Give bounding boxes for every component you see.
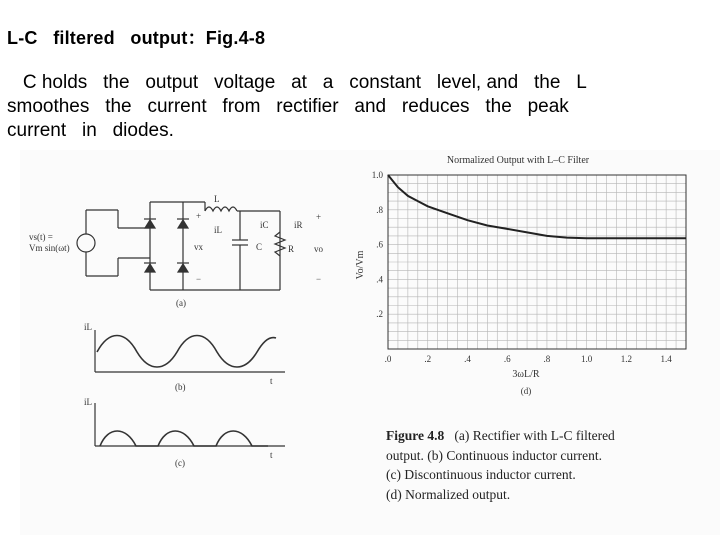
caption-line: (d) Normalized output.: [386, 486, 511, 502]
il-label: iL: [214, 225, 222, 235]
y-tick-label: .8: [376, 204, 383, 215]
vo-label: vo: [314, 244, 323, 254]
x-tick-label: .2: [424, 354, 432, 364]
sublabel-b: (b): [175, 382, 186, 392]
y-tick-label: .6: [376, 239, 383, 250]
x-tick-label: 1.2: [620, 354, 633, 364]
x-tick-label: .4: [464, 354, 471, 364]
sublabel-d: (d): [520, 386, 532, 396]
sublabel-c: (c): [175, 458, 185, 468]
plus-sign: +: [196, 211, 202, 221]
chart-title: Normalized Output with L–C Filter: [446, 155, 590, 166]
minus-sign: −: [196, 274, 202, 284]
cap-label: C: [256, 242, 263, 252]
y-tick-label: 1.0: [371, 170, 383, 180]
x-tick-label: .0: [384, 354, 392, 364]
source-label: vs(t) =: [29, 232, 53, 242]
caption-line: (a) Rectifier with L-C filtered: [454, 428, 615, 443]
paragraph-line: current in diodes.: [7, 120, 174, 141]
vx-label: vx: [194, 242, 203, 252]
y-tick-label: .4: [376, 274, 383, 285]
sublabel-a: (a): [176, 298, 186, 308]
inductor-label: L: [214, 194, 220, 204]
caption-label: Figure 4.8: [386, 428, 445, 443]
x-tick-label: .6: [503, 354, 511, 364]
minus-sign: −: [316, 274, 322, 284]
il-axis-label: iL: [84, 322, 92, 332]
caption-line: (c) Discontinuous inductor current.: [386, 467, 576, 482]
x-tick-label: 1.4: [660, 354, 672, 364]
slide-title: L-C filtered output：Fig.4-8: [7, 28, 266, 48]
y-tick-label: .2: [376, 309, 383, 320]
source-label: Vm sin(ωt): [29, 243, 70, 253]
caption-line: output. (b) Continuous inductor current.: [386, 447, 602, 463]
ic-label: iC: [260, 220, 269, 230]
x-tick-label: 1.0: [581, 354, 593, 364]
y-axis-label: Vo/Vm: [355, 250, 366, 280]
chart-grid: [388, 175, 686, 349]
x-axis-label: 3ωL/R: [512, 369, 540, 380]
ir-label: iR: [294, 220, 303, 230]
t-axis-label: t: [270, 376, 273, 386]
res-label: R: [288, 244, 295, 254]
t-axis-label: t: [270, 450, 273, 460]
paragraph-line: smoothes the current from rectifier and reduces the peak: [7, 96, 569, 117]
figure-caption: [386, 426, 686, 504]
paragraph-line: C holds the output voltage at a constant level, and the L: [7, 72, 587, 93]
x-tick-label: .8: [543, 354, 551, 364]
plus-sign: +: [316, 212, 322, 222]
il-axis-label: iL: [84, 397, 92, 407]
